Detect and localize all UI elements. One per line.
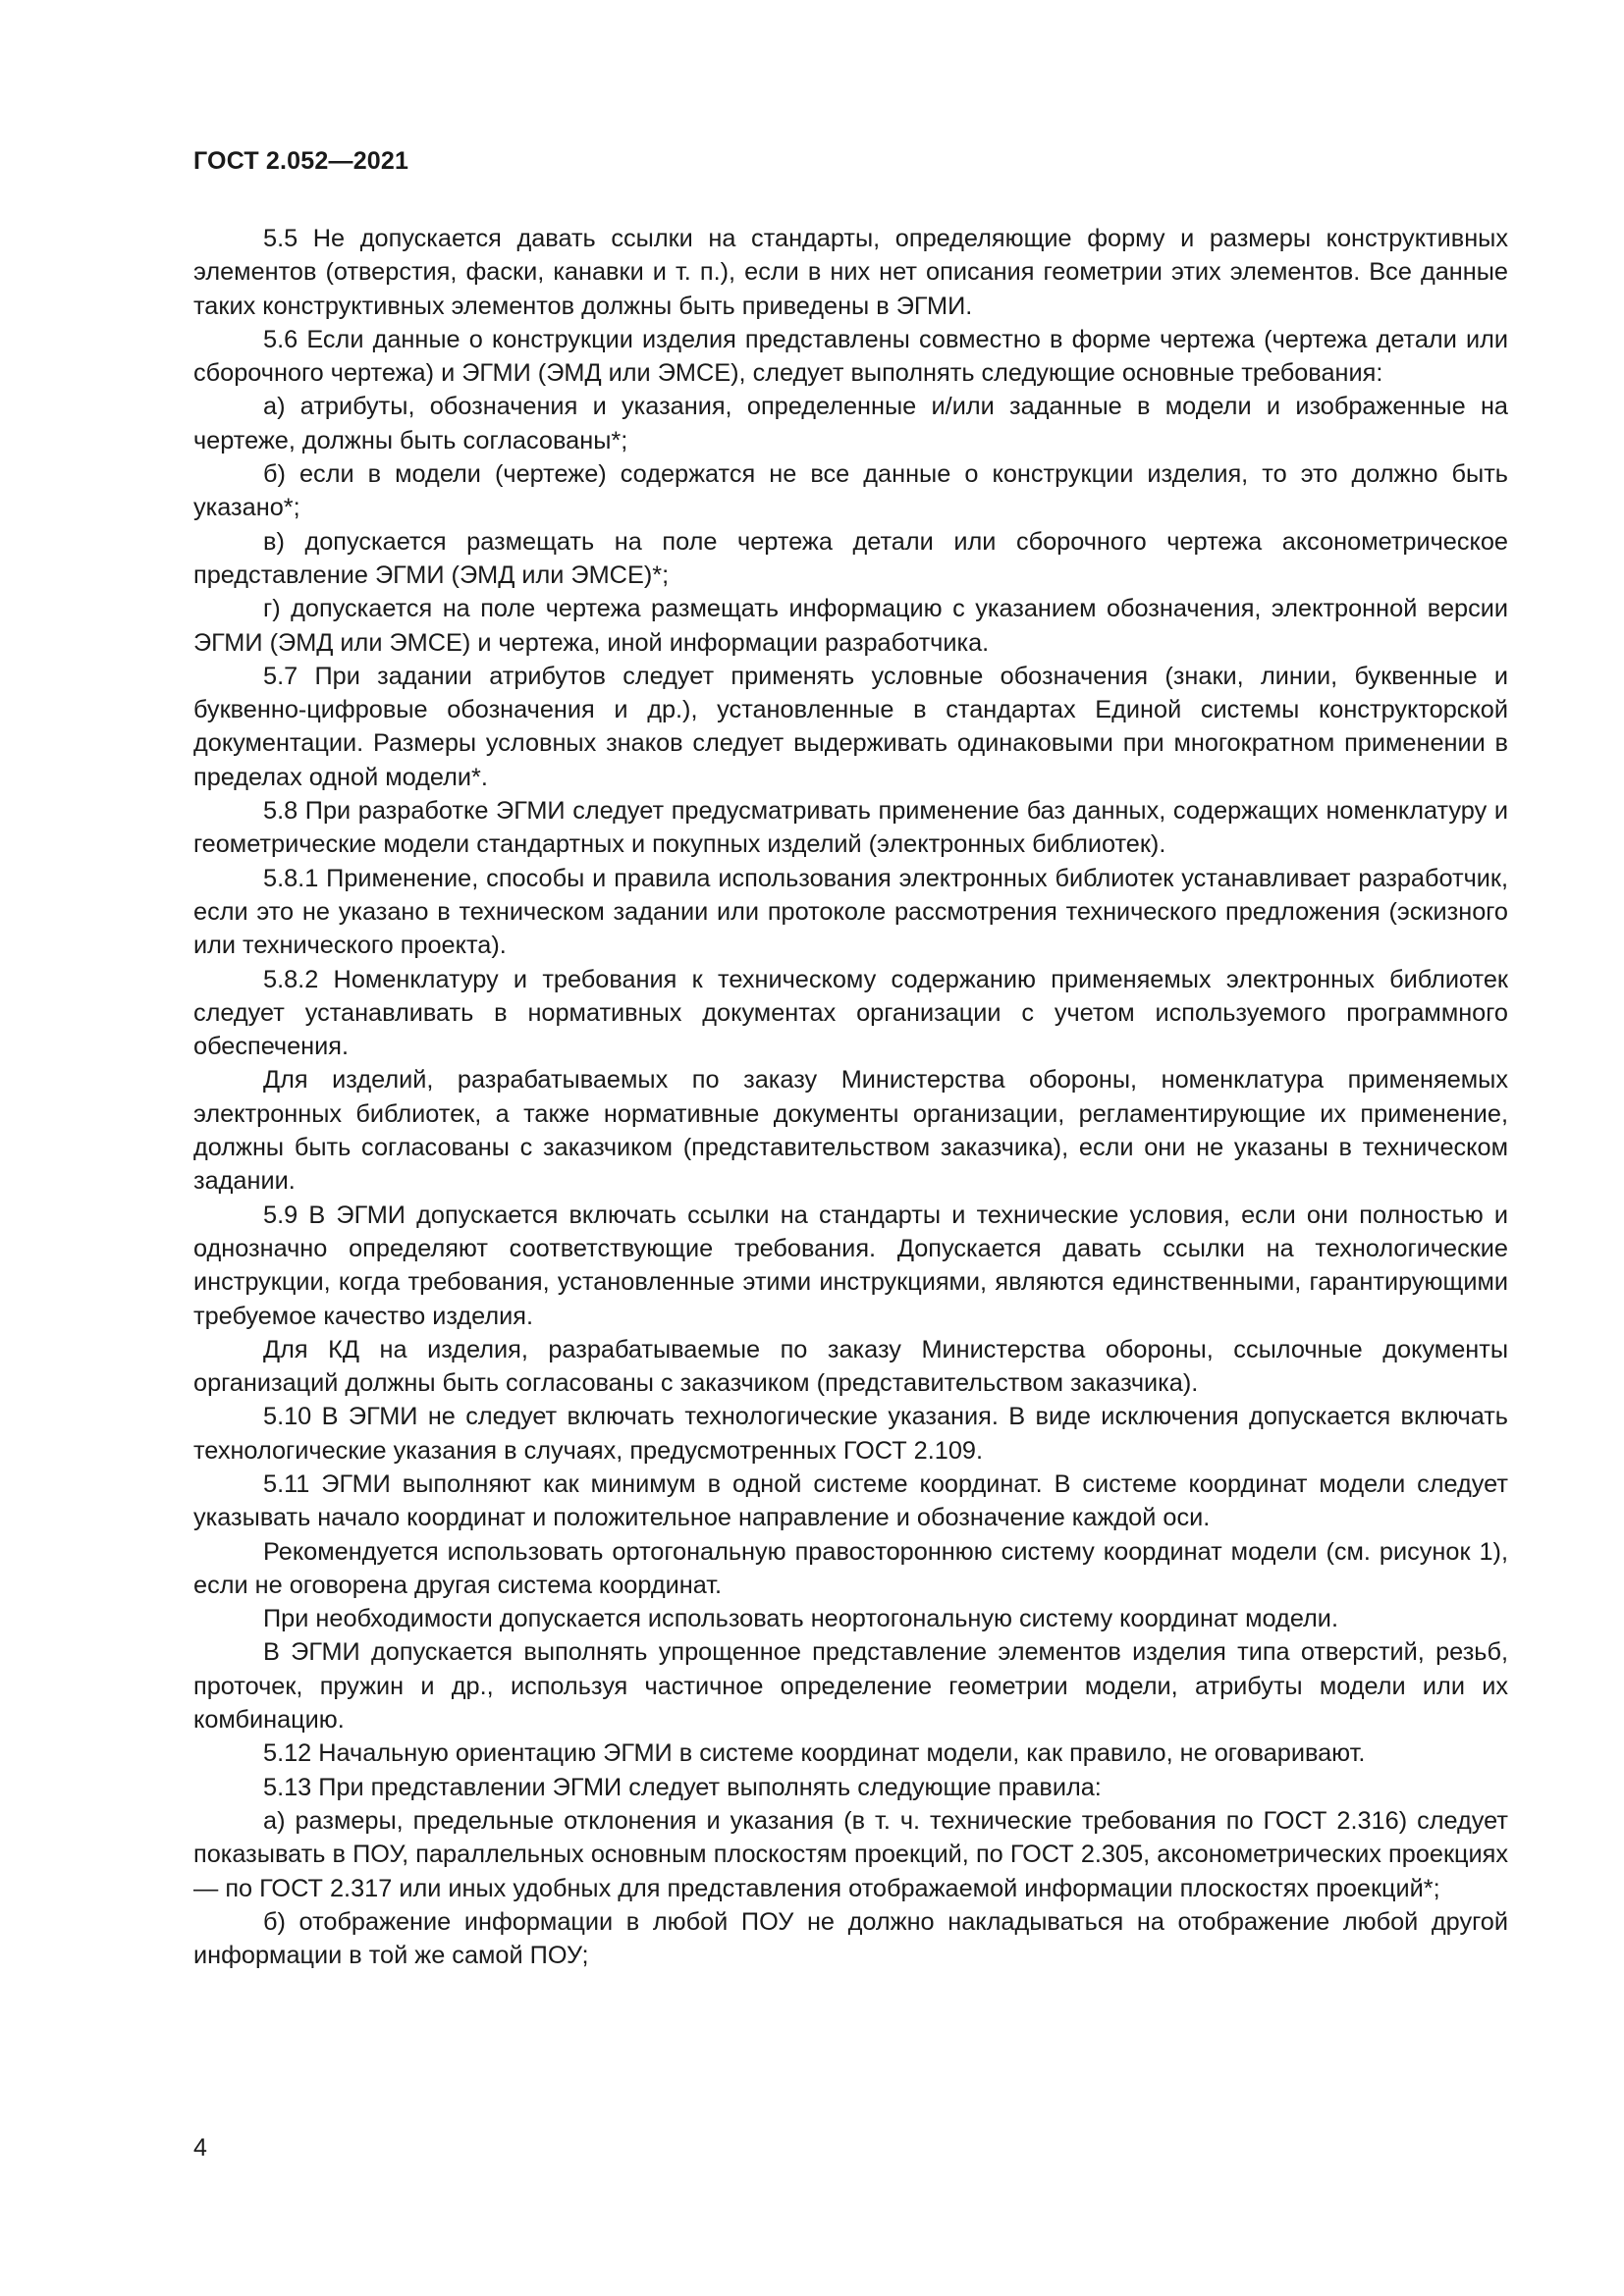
paragraph-5-8: 5.8 При разработке ЭГМИ следует предусматривать применение баз данных, содержащих номенклатуру и геометрические модели стандартных и покупных изделий (электронных библиотек). (193, 797, 1508, 859)
paragraph-5-11-nonorthogonal: При необходимости допускается использовать неортогональную систему координат модели. (263, 1605, 1338, 1633)
paragraph-5-5: 5.5 Не допускается давать ссылки на стандарты, определяющие форму и размеры конструктивных элементов (отверстия, фаски, канавки и т. п.), если в них нет описания геометрии этих элементов. Все данные таких конструктивных элементов должны быть приведены в ЭГМИ. (193, 225, 1508, 320)
list-item-5-6-g: г) допускается на поле чертежа размещать информацию с указанием обозначения, электронной версии ЭГМИ (ЭМД или ЭМСЕ) и чертежа, иной информации разработчика. (193, 595, 1508, 657)
paragraph-5-11-simplified: В ЭГМИ допускается выполнять упрощенное представление элементов изделия типа отверстий, резьб, проточек, пружин и др., используя частичное определение геометрии модели, атрибуты модели или их комбинацию. (193, 1638, 1508, 1735)
paragraph-5-10: 5.10 В ЭГМИ не следует включать технологические указания. В виде исключения допускается включать технологические указания в случаях, предусмотренных ГОСТ 2.109. (193, 1403, 1508, 1465)
list-item-5-6-v: в) допускается размещать на поле чертежа детали или сборочного чертежа аксонометрическое представление ЭГМИ (ЭМД или ЭМСЕ)*; (193, 527, 1508, 589)
paragraph-5-8-1: 5.8.1 Применение, способы и правила использования электронных библиотек устанавливает разработчик, если это не указано в техническом задании или протоколе рассмотрения технического предложения (эскизного или технического проекта). (193, 864, 1508, 960)
paragraph-5-8-2: 5.8.2 Номенклатуру и требования к техническому содержанию применяемых электронных библиотек следует устанавливать в нормативных документах организации с учетом используемого программного обеспечения. (193, 965, 1508, 1061)
paragraph-5-8-2-defense: Для изделий, разрабатываемых по заказу Министерства обороны, номенклатура применяемых электронных библиотек, а также нормативные документы организации, регламентирующие их применение, должны быть согласованы с заказчиком (представительством заказчика), если они не указаны в техническом задании. (193, 1066, 1508, 1196)
list-item-5-13-a: а) размеры, предельные отклонения и указания (в т. ч. технические требования по ГОСТ 2.316) следует показывать в ПОУ, параллельных основным плоскостям проекций, по ГОСТ 2.305, аксонометрических проекциях — по ГОСТ 2.317 или иных удобных для представления отображаемой информации плоскостях проекций*; (193, 1806, 1508, 1902)
paragraph-5-9-defense: Для КД на изделия, разрабатываемые по заказу Министерства обороны, ссылочные документы организаций должны быть согласованы с заказчиком (представительством заказчика). (193, 1335, 1508, 1398)
list-item-5-13-b: б) отображение информации в любой ПОУ не должно накладываться на отображение любой другой информации в той же самой ПОУ; (193, 1907, 1508, 1970)
paragraph-5-9: 5.9 В ЭГМИ допускается включать ссылки на стандарты и технические условия, если они полностью и однозначно определяют соответствующие требования. Допускается давать ссылки на технологические инструкции, когда требования, установленные этими инструкциями, являются единственными, гарантирующими требуемое качество изделия. (193, 1201, 1508, 1330)
document-body (193, 222, 1508, 1972)
paragraph-5-11-recommendation: Рекомендуется использовать ортогональную правостороннюю систему координат модели (см. рисунок 1), если не оговорена другая система координат. (193, 1537, 1508, 1599)
paragraph-5-6: 5.6 Если данные о конструкции изделия представлены совместно в форме чертежа (чертежа детали или сборочного чертежа) и ЭГМИ (ЭМД или ЭМСЕ), следует выполнять следующие основные требования: (193, 325, 1508, 388)
page-number: 4 (193, 2134, 207, 2162)
paragraph-5-13: 5.13 При представлении ЭГМИ следует выполнять следующие правила: (263, 1773, 1102, 1801)
list-item-5-6-a: а) атрибуты, обозначения и указания, определенные и/или заданные в модели и изображенные на чертеже, должны быть согласованы*; (193, 393, 1508, 454)
paragraph-5-12: 5.12 Начальную ориентацию ЭГМИ в системе координат модели, как правило, не оговаривают. (263, 1739, 1366, 1768)
paragraph-5-11: 5.11 ЭГМИ выполняют как минимум в одной системе координат. В системе координат модели следует указывать начало координат и положительное направление и обозначение каждой оси. (193, 1469, 1508, 1532)
document-header: ГОСТ 2.052—2021 (193, 147, 409, 175)
paragraph-5-7: 5.7 При задании атрибутов следует применять условные обозначения (знаки, линии, буквенные и буквенно-цифровые обозначения и др.), установленные в стандартах Единой системы конструкторской документации. Размеры условных знаков следует выдерживать одинаковыми при многократном применении в пределах одной модели*. (193, 662, 1508, 791)
list-item-5-6-b: б) если в модели (чертеже) содержатся не все данные о конструкции изделия, то это должно быть указано*; (193, 460, 1508, 522)
